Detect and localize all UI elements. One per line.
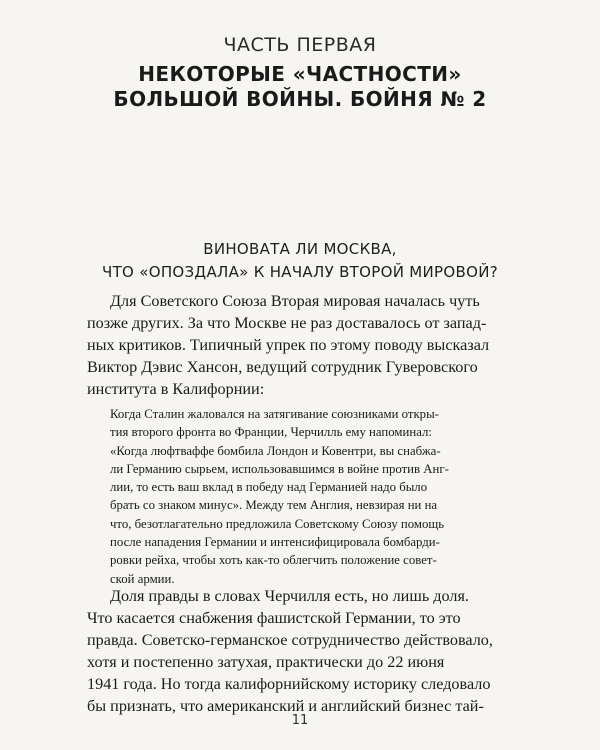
chapter-title-line: БОЛЬШОЙ ВОЙНЫ. БОЙНЯ № 2 <box>113 87 487 111</box>
section-heading-line: ВИНОВАТА ЛИ МОСКВА, <box>203 240 397 258</box>
text-line: Для Советского Союза Вторая мировая началась чуть <box>110 292 480 310</box>
text-line: правда. Советско-германское сотрудничество действовало, <box>87 631 493 649</box>
quote-line: ровки рейха, чтобы хоть как-то облегчить положение совет- <box>110 553 437 568</box>
section-heading <box>0 238 600 284</box>
paragraph-2 <box>87 585 507 717</box>
text-line: позже других. За что Москве не раз доставалось от запад- <box>87 314 487 332</box>
paragraph-1 <box>87 290 507 400</box>
text-line: Что касается снабжения фашистской Германии, то это <box>87 609 461 627</box>
text-line: ных критиков. Типичный упрек по этому поводу высказал <box>87 336 490 354</box>
text-line: 1941 года. Но тогда калифорнийскому историку следовало <box>87 675 491 693</box>
quote-line: после нападения Германии и интенсифицировала бомбарди- <box>110 535 440 550</box>
block-quote <box>110 405 490 588</box>
text-line: бы признать, что американский и английский бизнес тай- <box>87 697 484 715</box>
chapter-title <box>0 62 600 112</box>
quote-line: Когда Сталин жаловался на затягивание союзниками откры- <box>110 407 439 421</box>
text-line: Доля правды в словах Черчилля есть, но лишь доля. <box>110 587 469 605</box>
quote-line: ской армии. <box>110 571 175 586</box>
text-line: Виктор Дэвис Хансон, ведущий сотрудник Гуверовского <box>87 358 478 376</box>
text-line: института в Калифорнии: <box>87 380 265 398</box>
section-heading-line: ЧТО «ОПОЗДАЛА» К НАЧАЛУ ВТОРОЙ МИРОВОЙ? <box>102 263 498 281</box>
quote-line: лии, то есть ваш вклад в победу над Германией надо было <box>110 480 428 495</box>
quote-line: тия второго фронта во Франции, Черчилль ему напоминал: <box>110 425 432 440</box>
quote-line: ли Германию сырьем, использовавшимся в войне против Анг- <box>110 461 449 476</box>
quote-line: что, безотлагательно предложила Советскому Союзу помощь <box>110 516 445 531</box>
part-label: ЧАСТЬ ПЕРВАЯ <box>223 34 377 56</box>
page-number: 11 <box>291 713 309 728</box>
chapter-title-line: НЕКОТОРЫЕ «ЧАСТНОСТИ» <box>138 62 462 86</box>
quote-line: «Когда люфтваффе бомбила Лондон и Ковентри, вы снабжа- <box>110 443 441 458</box>
text-line: хотя и постепенно затухая, практически до 22 июня <box>87 653 445 671</box>
quote-line: брать со знаком минус». Между тем Англия, невзирая ни на <box>110 498 438 513</box>
